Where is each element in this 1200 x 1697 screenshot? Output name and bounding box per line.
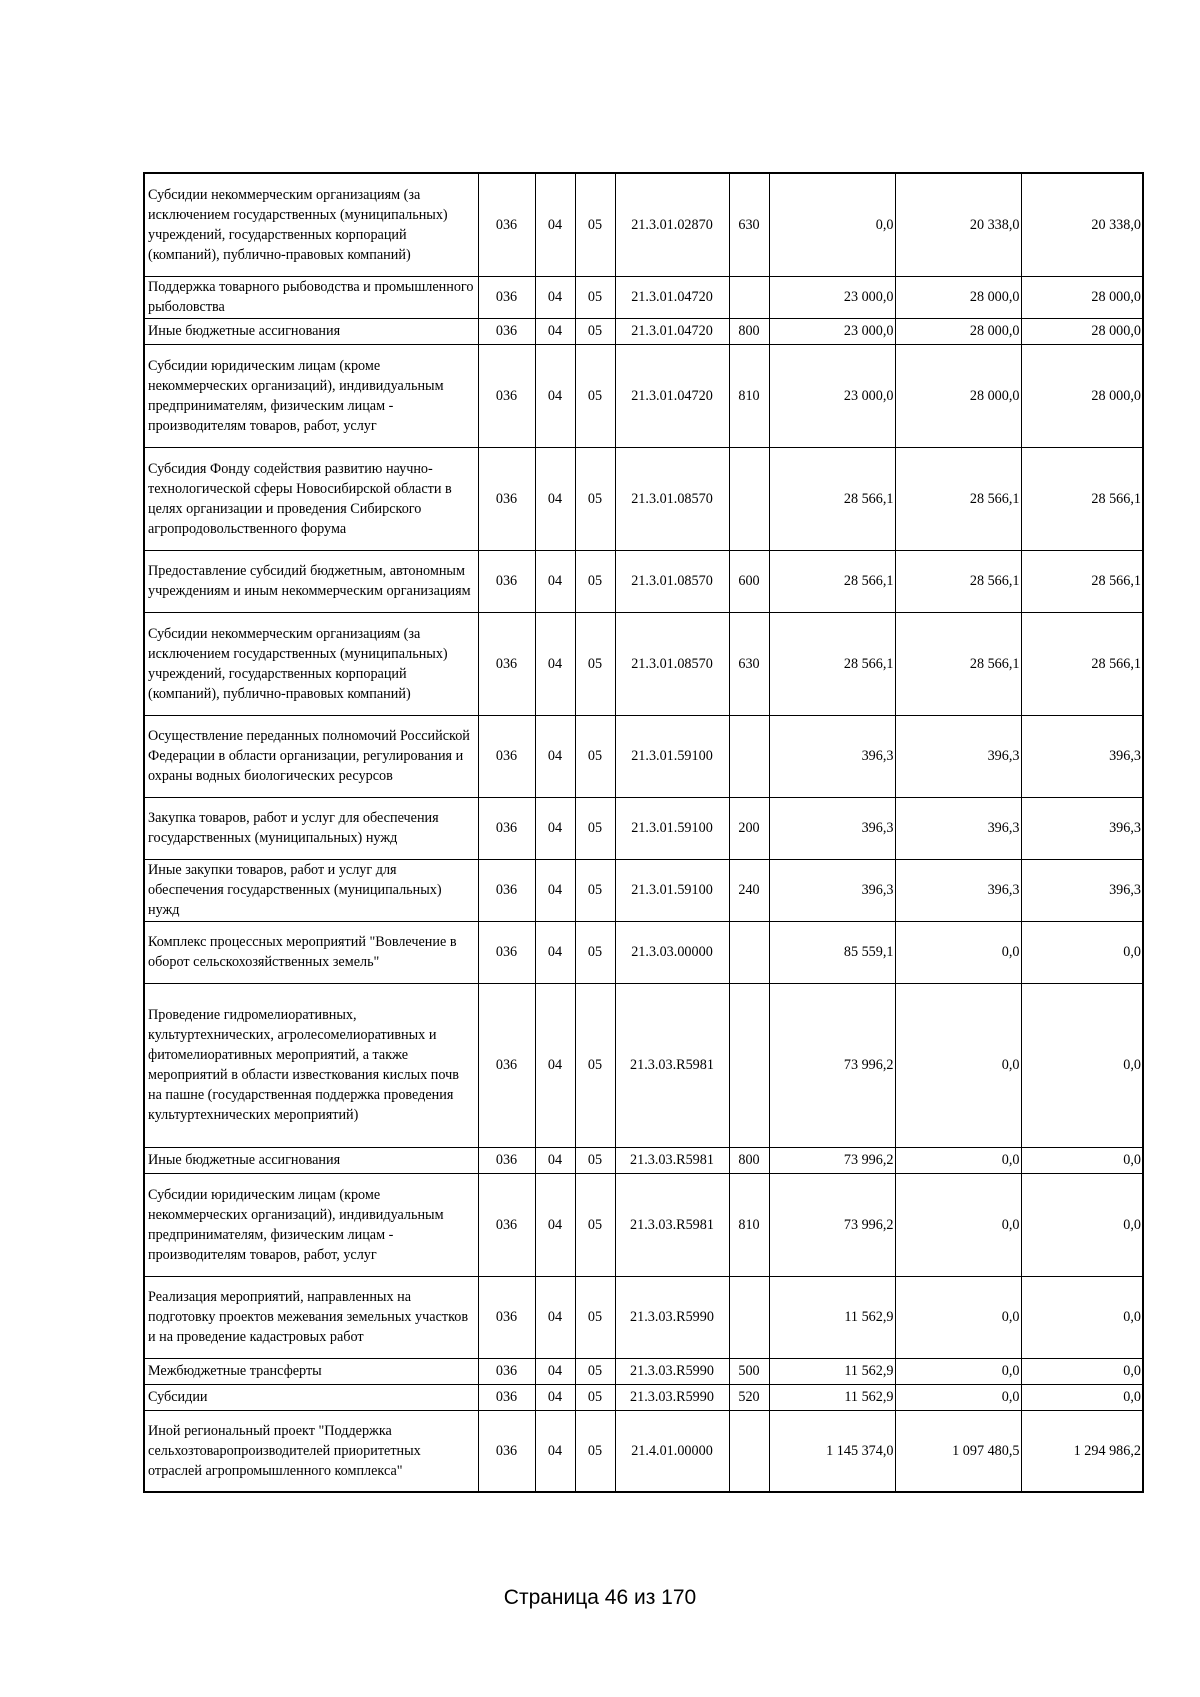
ministry-code: 036 (478, 1147, 535, 1173)
amount-year-2: 396,3 (895, 715, 1021, 797)
amount-year-3: 20 338,0 (1021, 173, 1143, 276)
expense-type-code: 630 (729, 612, 769, 715)
amount-year-1: 0,0 (769, 173, 895, 276)
subsection-code: 05 (575, 1173, 615, 1276)
ministry-code: 036 (478, 1358, 535, 1384)
ministry-code: 036 (478, 715, 535, 797)
target-article-code: 21.3.01.59100 (615, 859, 729, 921)
expense-type-code (729, 921, 769, 983)
target-article-code: 21.3.01.08570 (615, 612, 729, 715)
page-number: Страница 46 из 170 (503, 1586, 697, 1609)
table-row (144, 1147, 1143, 1173)
row-name: Субсидия Фонду содействия развитию научно-технологической сферы Новосибирской области в целях организации и проведения Сибирского агропродовольственного форума (144, 447, 478, 550)
target-article-code: 21.3.01.04720 (615, 318, 729, 344)
subsection-code: 05 (575, 318, 615, 344)
ministry-code: 036 (478, 797, 535, 859)
target-article-code: 21.3.01.08570 (615, 550, 729, 612)
row-name: Поддержка товарного рыбоводства и промышленного рыболовства (144, 276, 478, 318)
section-code: 04 (535, 715, 575, 797)
row-name: Иные бюджетные ассигнования (144, 1147, 478, 1173)
section-code: 04 (535, 550, 575, 612)
subsection-code: 05 (575, 715, 615, 797)
amount-year-2: 28 000,0 (895, 318, 1021, 344)
expense-type-code (729, 1410, 769, 1492)
expense-type-code: 810 (729, 344, 769, 447)
amount-year-1: 73 996,2 (769, 983, 895, 1147)
target-article-code: 21.4.01.00000 (615, 1410, 729, 1492)
target-article-code: 21.3.03.R5990 (615, 1384, 729, 1410)
ministry-code: 036 (478, 318, 535, 344)
section-code: 04 (535, 344, 575, 447)
row-name: Субсидии юридическим лицам (кроме некоммерческих организаций), индивидуальным предпринимателям, физическим лицам - производителям товаров, работ, услуг (144, 344, 478, 447)
section-code: 04 (535, 1358, 575, 1384)
subsection-code: 05 (575, 550, 615, 612)
section-code: 04 (535, 276, 575, 318)
amount-year-3: 28 566,1 (1021, 550, 1143, 612)
amount-year-1: 28 566,1 (769, 447, 895, 550)
amount-year-2: 28 000,0 (895, 344, 1021, 447)
amount-year-1: 396,3 (769, 715, 895, 797)
amount-year-1: 396,3 (769, 797, 895, 859)
section-code: 04 (535, 447, 575, 550)
row-name: Иные бюджетные ассигнования (144, 318, 478, 344)
expense-type-code (729, 983, 769, 1147)
row-name: Субсидии некоммерческим организациям (за исключением государственных (муниципальных) учреждений, государственных корпораций (компаний), публично-правовых компаний) (144, 612, 478, 715)
target-article-code: 21.3.01.59100 (615, 797, 729, 859)
section-code: 04 (535, 173, 575, 276)
subsection-code: 05 (575, 344, 615, 447)
amount-year-1: 28 566,1 (769, 612, 895, 715)
amount-year-2: 0,0 (895, 983, 1021, 1147)
row-name: Субсидии (144, 1384, 478, 1410)
table-row (144, 276, 1143, 318)
table-row (144, 1358, 1143, 1384)
row-name: Иной региональный проект "Поддержка сельхозтоваропроизводителей приоритетных отраслей агропромышленного комплекса" (144, 1410, 478, 1492)
ministry-code: 036 (478, 1276, 535, 1358)
row-name: Комплекс процессных мероприятий "Вовлечение в оборот сельскохозяйственных земель" (144, 921, 478, 983)
expense-type-code: 200 (729, 797, 769, 859)
amount-year-1: 73 996,2 (769, 1147, 895, 1173)
target-article-code: 21.3.03.R5981 (615, 1173, 729, 1276)
ministry-code: 036 (478, 1173, 535, 1276)
amount-year-1: 85 559,1 (769, 921, 895, 983)
section-code: 04 (535, 859, 575, 921)
expense-type-code (729, 1276, 769, 1358)
table-row (144, 612, 1143, 715)
table-row (144, 859, 1143, 921)
amount-year-1: 11 562,9 (769, 1276, 895, 1358)
amount-year-2: 0,0 (895, 1173, 1021, 1276)
section-code: 04 (535, 1147, 575, 1173)
subsection-code: 05 (575, 1384, 615, 1410)
row-name: Предоставление субсидий бюджетным, автономным учреждениям и иным некоммерческим организациям (144, 550, 478, 612)
section-code: 04 (535, 1173, 575, 1276)
table-row (144, 447, 1143, 550)
target-article-code: 21.3.01.08570 (615, 447, 729, 550)
amount-year-3: 0,0 (1021, 1147, 1143, 1173)
amount-year-2: 0,0 (895, 1147, 1021, 1173)
section-code: 04 (535, 612, 575, 715)
table-row (144, 921, 1143, 983)
amount-year-2: 0,0 (895, 921, 1021, 983)
section-code: 04 (535, 921, 575, 983)
amount-year-1: 1 145 374,0 (769, 1410, 895, 1492)
subsection-code: 05 (575, 1358, 615, 1384)
amount-year-2: 396,3 (895, 859, 1021, 921)
expense-type-code: 810 (729, 1173, 769, 1276)
ministry-code: 036 (478, 550, 535, 612)
row-name: Осуществление переданных полномочий Российской Федерации в области организации, регулирования и охраны водных биологических ресурсов (144, 715, 478, 797)
amount-year-3: 0,0 (1021, 1276, 1143, 1358)
expense-type-code (729, 447, 769, 550)
expense-type-code: 520 (729, 1384, 769, 1410)
amount-year-3: 0,0 (1021, 1173, 1143, 1276)
subsection-code: 05 (575, 612, 615, 715)
table-row (144, 1173, 1143, 1276)
table-row (144, 1410, 1143, 1492)
target-article-code: 21.3.03.R5981 (615, 983, 729, 1147)
budget-table (143, 172, 1144, 1493)
subsection-code: 05 (575, 1147, 615, 1173)
expense-type-code: 800 (729, 318, 769, 344)
amount-year-2: 28 566,1 (895, 612, 1021, 715)
row-name: Реализация мероприятий, направленных на подготовку проектов межевания земельных участков и на проведение кадастровых работ (144, 1276, 478, 1358)
table-row (144, 797, 1143, 859)
expense-type-code: 800 (729, 1147, 769, 1173)
amount-year-1: 73 996,2 (769, 1173, 895, 1276)
amount-year-1: 23 000,0 (769, 276, 895, 318)
amount-year-2: 1 097 480,5 (895, 1410, 1021, 1492)
ministry-code: 036 (478, 1410, 535, 1492)
table-row (144, 344, 1143, 447)
amount-year-3: 28 566,1 (1021, 612, 1143, 715)
ministry-code: 036 (478, 859, 535, 921)
ministry-code: 036 (478, 447, 535, 550)
amount-year-3: 28 000,0 (1021, 344, 1143, 447)
amount-year-1: 23 000,0 (769, 344, 895, 447)
row-name: Иные закупки товаров, работ и услуг для обеспечения государственных (муниципальных) нужд (144, 859, 478, 921)
table-row (144, 173, 1143, 276)
amount-year-2: 0,0 (895, 1276, 1021, 1358)
amount-year-1: 11 562,9 (769, 1358, 895, 1384)
ministry-code: 036 (478, 344, 535, 447)
amount-year-1: 28 566,1 (769, 550, 895, 612)
expense-type-code: 500 (729, 1358, 769, 1384)
table-row (144, 715, 1143, 797)
table-row (144, 1276, 1143, 1358)
target-article-code: 21.3.03.R5981 (615, 1147, 729, 1173)
section-code: 04 (535, 318, 575, 344)
amount-year-3: 0,0 (1021, 1384, 1143, 1410)
target-article-code: 21.3.01.59100 (615, 715, 729, 797)
amount-year-3: 28 566,1 (1021, 447, 1143, 550)
amount-year-1: 23 000,0 (769, 318, 895, 344)
table-row (144, 1384, 1143, 1410)
amount-year-3: 396,3 (1021, 797, 1143, 859)
amount-year-3: 0,0 (1021, 983, 1143, 1147)
amount-year-2: 28 566,1 (895, 550, 1021, 612)
row-name: Межбюджетные трансферты (144, 1358, 478, 1384)
amount-year-2: 20 338,0 (895, 173, 1021, 276)
target-article-code: 21.3.03.00000 (615, 921, 729, 983)
section-code: 04 (535, 983, 575, 1147)
target-article-code: 21.3.01.04720 (615, 276, 729, 318)
subsection-code: 05 (575, 859, 615, 921)
subsection-code: 05 (575, 447, 615, 550)
expense-type-code: 600 (729, 550, 769, 612)
ministry-code: 036 (478, 276, 535, 318)
amount-year-3: 28 000,0 (1021, 318, 1143, 344)
amount-year-3: 396,3 (1021, 715, 1143, 797)
subsection-code: 05 (575, 1410, 615, 1492)
section-code: 04 (535, 1276, 575, 1358)
table-row (144, 550, 1143, 612)
target-article-code: 21.3.03.R5990 (615, 1358, 729, 1384)
ministry-code: 036 (478, 173, 535, 276)
amount-year-1: 396,3 (769, 859, 895, 921)
table-row (144, 318, 1143, 344)
ministry-code: 036 (478, 1384, 535, 1410)
amount-year-3: 28 000,0 (1021, 276, 1143, 318)
amount-year-3: 396,3 (1021, 859, 1143, 921)
row-name: Закупка товаров, работ и услуг для обеспечения государственных (муниципальных) нужд (144, 797, 478, 859)
expense-type-code (729, 276, 769, 318)
subsection-code: 05 (575, 797, 615, 859)
section-code: 04 (535, 1384, 575, 1410)
amount-year-2: 28 000,0 (895, 276, 1021, 318)
subsection-code: 05 (575, 921, 615, 983)
expense-type-code: 630 (729, 173, 769, 276)
row-name: Проведение гидромелиоративных, культуртехнических, агролесомелиоративных и фитомелиоративных мероприятий, а также мероприятий в области известкования кислых почв на пашне (государственная поддержка проведения культуртехнических мероприятий) (144, 983, 478, 1147)
expense-type-code (729, 715, 769, 797)
amount-year-3: 0,0 (1021, 921, 1143, 983)
expense-type-code: 240 (729, 859, 769, 921)
row-name: Субсидии юридическим лицам (кроме некоммерческих организаций), индивидуальным предпринимателям, физическим лицам - производителям товаров, работ, услуг (144, 1173, 478, 1276)
amount-year-3: 0,0 (1021, 1358, 1143, 1384)
table-row (144, 983, 1143, 1147)
amount-year-2: 396,3 (895, 797, 1021, 859)
amount-year-2: 0,0 (895, 1358, 1021, 1384)
target-article-code: 21.3.01.02870 (615, 173, 729, 276)
amount-year-3: 1 294 986,2 (1021, 1410, 1143, 1492)
target-article-code: 21.3.01.04720 (615, 344, 729, 447)
ministry-code: 036 (478, 983, 535, 1147)
ministry-code: 036 (478, 612, 535, 715)
section-code: 04 (535, 1410, 575, 1492)
target-article-code: 21.3.03.R5990 (615, 1276, 729, 1358)
subsection-code: 05 (575, 173, 615, 276)
amount-year-2: 28 566,1 (895, 447, 1021, 550)
row-name: Субсидии некоммерческим организациям (за исключением государственных (муниципальных) учреждений, государственных корпораций (компаний), публично-правовых компаний) (144, 173, 478, 276)
section-code: 04 (535, 797, 575, 859)
amount-year-2: 0,0 (895, 1384, 1021, 1410)
amount-year-1: 11 562,9 (769, 1384, 895, 1410)
subsection-code: 05 (575, 276, 615, 318)
subsection-code: 05 (575, 983, 615, 1147)
subsection-code: 05 (575, 1276, 615, 1358)
ministry-code: 036 (478, 921, 535, 983)
